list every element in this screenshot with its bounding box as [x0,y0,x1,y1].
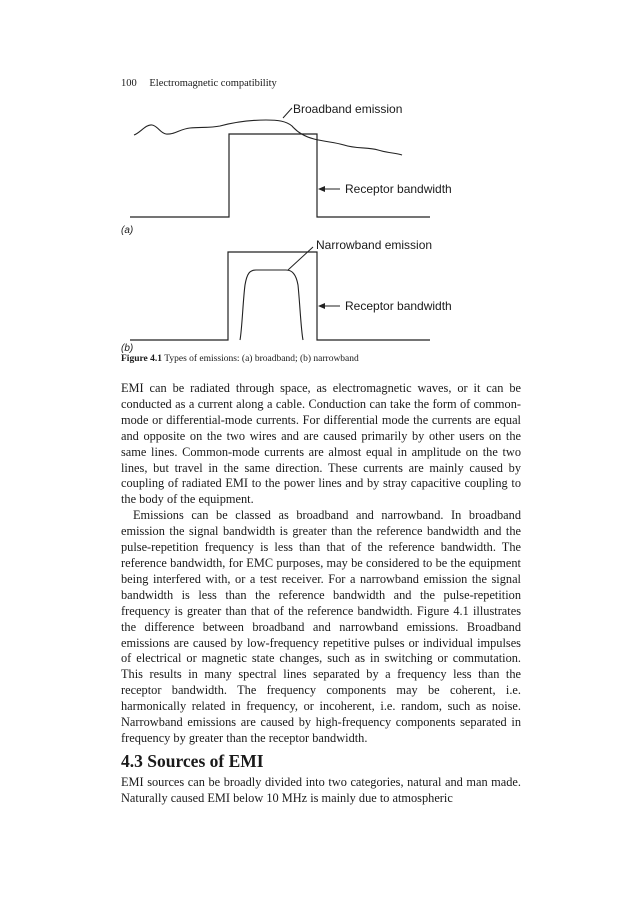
narrowband-emission-curve [240,270,303,340]
narrowband-leader-line [288,247,313,270]
receptor-bandwidth-label-b: Receptor bandwidth [345,299,452,313]
page-number: 100 [121,78,137,89]
receptor-arrowhead-a [318,186,325,192]
figure-caption [121,354,359,364]
figure-caption-label: Figure 4.1 [121,354,162,364]
broadband-emission-curve [134,120,402,155]
receptor-bandwidth-label-a: Receptor bandwidth [345,182,452,196]
panel-b-tag: (b) [121,343,134,354]
paragraph-1: EMI can be radiated through space, as electromagnetic waves, or it can be conducted as a current along a cable. Conduction can take the form of common-mode or differential-mode currents. For differential mode the currents are equal and opposite on the two wires and are caused primarily by other users on the same lines. Common-mode currents are almost equal in amplitude on the two lines, but travel in the same direction. These currents are mainly caused by coupling of radiated EMI to the power lines and by stray capacitive coupling to the body of the equipment. [121,381,521,507]
narrowband-emission-label: Narrowband emission [316,238,433,252]
panel-a [121,102,452,236]
running-title: Electromagnetic compatibility [149,78,277,89]
receptor-bandwidth-window-b [130,252,430,340]
broadband-emission-label: Broadband emission [293,102,403,116]
receptor-bandwidth-window-a [130,134,430,217]
panel-b [121,238,452,354]
panel-a-tag: (a) [121,225,134,236]
section-heading: 4.3 Sources of EMI [121,751,264,771]
broadband-leader-line [283,108,292,118]
receptor-arrowhead-b [318,303,325,309]
figure-4-1 [0,0,629,360]
figure-caption-text: Types of emissions: (a) broadband; (b) narrowband [164,354,359,364]
body-text [121,381,521,747]
section-text [121,775,521,807]
section-paragraph: EMI sources can be broadly divided into two categories, natural and man made. Naturally caused EMI below 10 MHz is mainly due to atmospheric [121,775,521,805]
paragraph-2: Emissions can be classed as broadband and narrowband. In broadband emission the signal bandwidth is greater than the reference bandwidth and the pulse-repetition frequency is less than that of the reference bandwidth. The reference bandwidth, for EMC purposes, may be considered to be the equipment being interfered with, or a test receiver. For a narrowband emission the signal bandwidth is less than the reference bandwidth and the pulse-repetition frequency is greater than that of the reference bandwidth. Figure 4.1 illustrates the difference between broadband and narrowband emissions. Broadband emissions are caused by low-frequency repetitive pulses or individual impulses of electrical or magnetic state changes, such as in switching or commutation. This results in many spectral lines separated by a frequency less than the receptor bandwidth. The frequency components may be coherent, i.e. harmonically related in frequency, or incoherent, i.e. random, such as noise. Narrowband emissions are caused by high-frequency components separated in frequency by greater than the receptor bandwidth. [121,508,521,745]
